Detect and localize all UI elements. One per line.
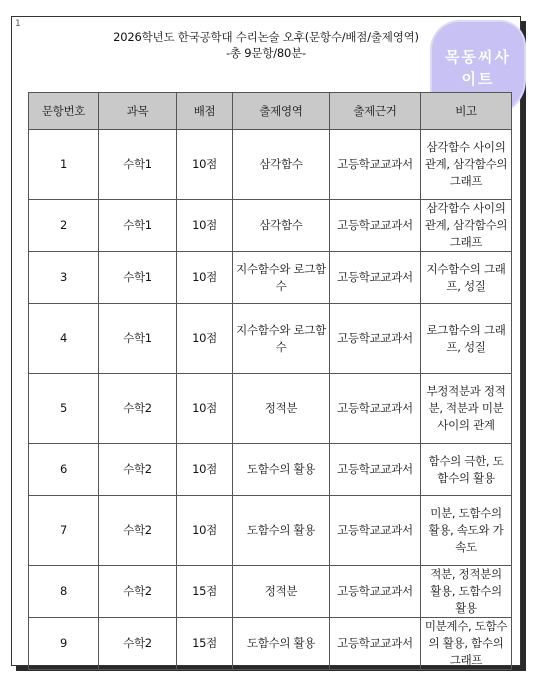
- cell-num: 7: [29, 496, 99, 566]
- corner-mark: 1: [15, 19, 21, 29]
- table-row: [29, 566, 512, 618]
- cell-basis: 고등학교교과서: [330, 252, 421, 304]
- exam-table: [28, 92, 512, 670]
- cell-note: 로그함수의 그래프, 성질: [421, 304, 512, 374]
- table-row: [29, 304, 512, 374]
- table-body: [29, 130, 512, 670]
- cell-area: 지수함수와 로그함수: [233, 304, 330, 374]
- cell-subject: 수학2: [99, 618, 177, 670]
- cell-score: 10점: [177, 374, 233, 444]
- table-header-row: [29, 93, 512, 130]
- table-header: [29, 93, 512, 130]
- table-row: [29, 374, 512, 444]
- cell-note: 미분계수, 도함수의 활용, 함수의 그래프: [421, 618, 512, 670]
- cell-num: 2: [29, 200, 99, 252]
- cell-subject: 수학2: [99, 374, 177, 444]
- cell-area: 정적분: [233, 566, 330, 618]
- cell-subject: 수학1: [99, 304, 177, 374]
- cell-area: 도함수의 활용: [233, 444, 330, 496]
- cell-basis: 고등학교교과서: [330, 496, 421, 566]
- cell-num: 4: [29, 304, 99, 374]
- header-cell: 문항번호: [29, 93, 99, 130]
- cell-note: 함수의 극한, 도함수의 활용: [421, 444, 512, 496]
- cell-num: 8: [29, 566, 99, 618]
- cell-num: 9: [29, 618, 99, 670]
- cell-num: 6: [29, 444, 99, 496]
- cell-area: 도함수의 활용: [233, 496, 330, 566]
- header-cell: 출제영역: [233, 93, 330, 130]
- badge-line-2: 이트: [461, 70, 495, 88]
- document-frame: [11, 16, 521, 666]
- cell-basis: 고등학교교과서: [330, 130, 421, 200]
- title-line-1: 2026학년도 한국공학대 수리논술 오후(문항수/배점/출제영역): [113, 30, 419, 44]
- header-cell: 배점: [177, 93, 233, 130]
- cell-area: 삼각함수: [233, 130, 330, 200]
- cell-score: 10점: [177, 130, 233, 200]
- cell-basis: 고등학교교과서: [330, 566, 421, 618]
- cell-note: 지수함수의 그래프, 성질: [421, 252, 512, 304]
- cell-num: 5: [29, 374, 99, 444]
- cell-score: 10점: [177, 200, 233, 252]
- cell-num: 1: [29, 130, 99, 200]
- cell-basis: 고등학교교과서: [330, 444, 421, 496]
- cell-subject: 수학1: [99, 130, 177, 200]
- cell-basis: 고등학교교과서: [330, 304, 421, 374]
- cell-score: 10점: [177, 444, 233, 496]
- cell-subject: 수학2: [99, 496, 177, 566]
- table-row: [29, 200, 512, 252]
- cell-note: 삼각함수 사이의 관계, 삼각함수의 그래프: [421, 130, 512, 200]
- cell-score: 10점: [177, 252, 233, 304]
- cell-num: 3: [29, 252, 99, 304]
- cell-score: 15점: [177, 618, 233, 670]
- cell-subject: 수학2: [99, 444, 177, 496]
- cell-score: 10점: [177, 496, 233, 566]
- cell-subject: 수학1: [99, 200, 177, 252]
- cell-basis: 고등학교교과서: [330, 200, 421, 252]
- cell-area: 지수함수와 로그함수: [233, 252, 330, 304]
- cell-basis: 고등학교교과서: [330, 374, 421, 444]
- badge-line-1: 목동씨사: [445, 48, 511, 66]
- cell-area: 삼각함수: [233, 200, 330, 252]
- cell-area: 정적분: [233, 374, 330, 444]
- table-row: [29, 618, 512, 670]
- cell-subject: 수학2: [99, 566, 177, 618]
- cell-note: 부정적분과 정적분, 적분과 미분 사이의 관계: [421, 374, 512, 444]
- cell-subject: 수학1: [99, 252, 177, 304]
- cell-area: 도함수의 활용: [233, 618, 330, 670]
- cell-basis: 고등학교교과서: [330, 618, 421, 670]
- header-cell: 과목: [99, 93, 177, 130]
- cell-score: 15점: [177, 566, 233, 618]
- header-cell: 비고: [421, 93, 512, 130]
- header-cell: 출제근거: [330, 93, 421, 130]
- cell-note: 적분, 정적분의 활용, 도함수의 활용: [421, 566, 512, 618]
- title-line-2: -총 9문항/80분-: [225, 46, 306, 60]
- table-row: [29, 444, 512, 496]
- cell-note: 미분, 도함수의 활용, 속도와 가속도: [421, 496, 512, 566]
- table-row: [29, 496, 512, 566]
- cell-score: 10점: [177, 304, 233, 374]
- table-row: [29, 130, 512, 200]
- table-row: [29, 252, 512, 304]
- cell-note: 삼각함수 사이의 관계, 삼각함수의 그래프: [421, 200, 512, 252]
